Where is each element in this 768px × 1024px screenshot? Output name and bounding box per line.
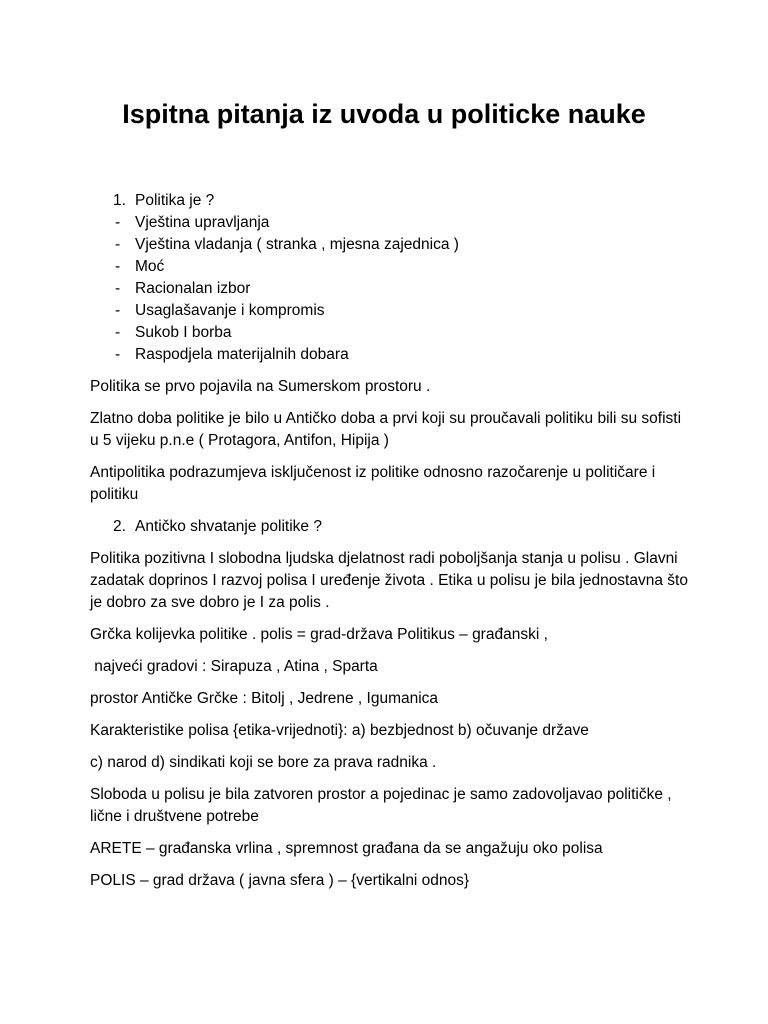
paragraph-greek-cradle: Grčka kolijevka politike . polis = grad-država Politikus – građanski , (90, 626, 548, 643)
paragraph-polis-characteristics: Karakteristike polisa {etika-vrijednoti}: a) bezbjednost b) očuvanje države (90, 722, 589, 739)
list-item (90, 300, 690, 322)
list-dash: - (115, 346, 121, 363)
list-item-text: Usaglašavanje i kompromis (135, 302, 325, 319)
list-dash: - (115, 214, 121, 231)
paragraph-polis-definition: POLIS – grad država ( javna sfera ) – {vertikalni odnos} (90, 872, 470, 889)
list-dash: - (115, 280, 121, 297)
paragraph-sumer: Politika se prvo pojavila na Sumerskom prostoru . (90, 378, 431, 395)
paragraph-freedom: Sloboda u polisu je bila zatvoren prostor a pojedinac je samo zadovoljavao političke , lične i društvene potrebe (90, 786, 672, 825)
question-2 (113, 516, 690, 538)
question-text: Politika je ? (135, 192, 215, 209)
document-body (90, 190, 690, 892)
paragraph-golden-age: Zlatno doba politike je bilo u Antičko doba a prvi koji su proučavali politiku bili su sofisti u 5 vijeku p.n.e ( Protagora, Antifon, Hipija ) (90, 410, 682, 449)
list-item-text: Sukob I borba (135, 324, 232, 341)
list-dash: - (115, 236, 121, 253)
list-item-text: Vještina upravljanja (135, 214, 270, 231)
paragraph-greek-territory: prostor Antičke Grčke : Bitolj , Jedrene , Igumanica (90, 690, 439, 707)
document-title: Ispitna pitanja iz uvoda u politicke nauke (122, 99, 646, 129)
question-1 (113, 190, 690, 212)
question-text: Antičko shvatanje politike ? (135, 518, 322, 535)
paragraph-arete: ARETE – građanska vrlina , spremnost građana da se angažuju oko polisa (90, 840, 603, 857)
paragraph-positive-politics: Politika pozitivna I slobodna ljudska djelatnost radi poboljšanja stanja u polisu . Glavni zadatak doprinos I razvoj polisa I uređenje života . Etika u polisu je bila jednostavna što je dobro za sve dobro je I za polis . (90, 550, 688, 611)
question-number: 1. (113, 192, 126, 209)
list-dash: - (115, 324, 121, 341)
list-item (90, 212, 690, 234)
paragraph-polis-characteristics-cont: c) narod d) sindikati koji se bore za prava radnika . (90, 754, 437, 771)
list-item-text: Raspodjela materijalnih dobara (135, 346, 349, 363)
question-number: 2. (113, 518, 126, 535)
paragraph-antipolitics: Antipolitika podrazumjeva isključenost iz politike odnosno razočarenje u političare i politiku (90, 464, 656, 503)
list-item (90, 278, 690, 300)
list-item (90, 322, 690, 344)
list-dash: - (115, 258, 121, 275)
paragraph-largest-cities: najveći gradovi : Sirapuza , Atina , Sparta (90, 658, 378, 675)
list-item (90, 256, 690, 278)
list-item-text: Moć (135, 258, 165, 275)
list-dash: - (115, 302, 121, 319)
list-item (90, 344, 690, 366)
list-item-text: Racionalan izbor (135, 280, 251, 297)
list-item (90, 234, 690, 256)
list-item-text: Vještina vladanja ( stranka , mjesna zajednica ) (135, 236, 459, 253)
